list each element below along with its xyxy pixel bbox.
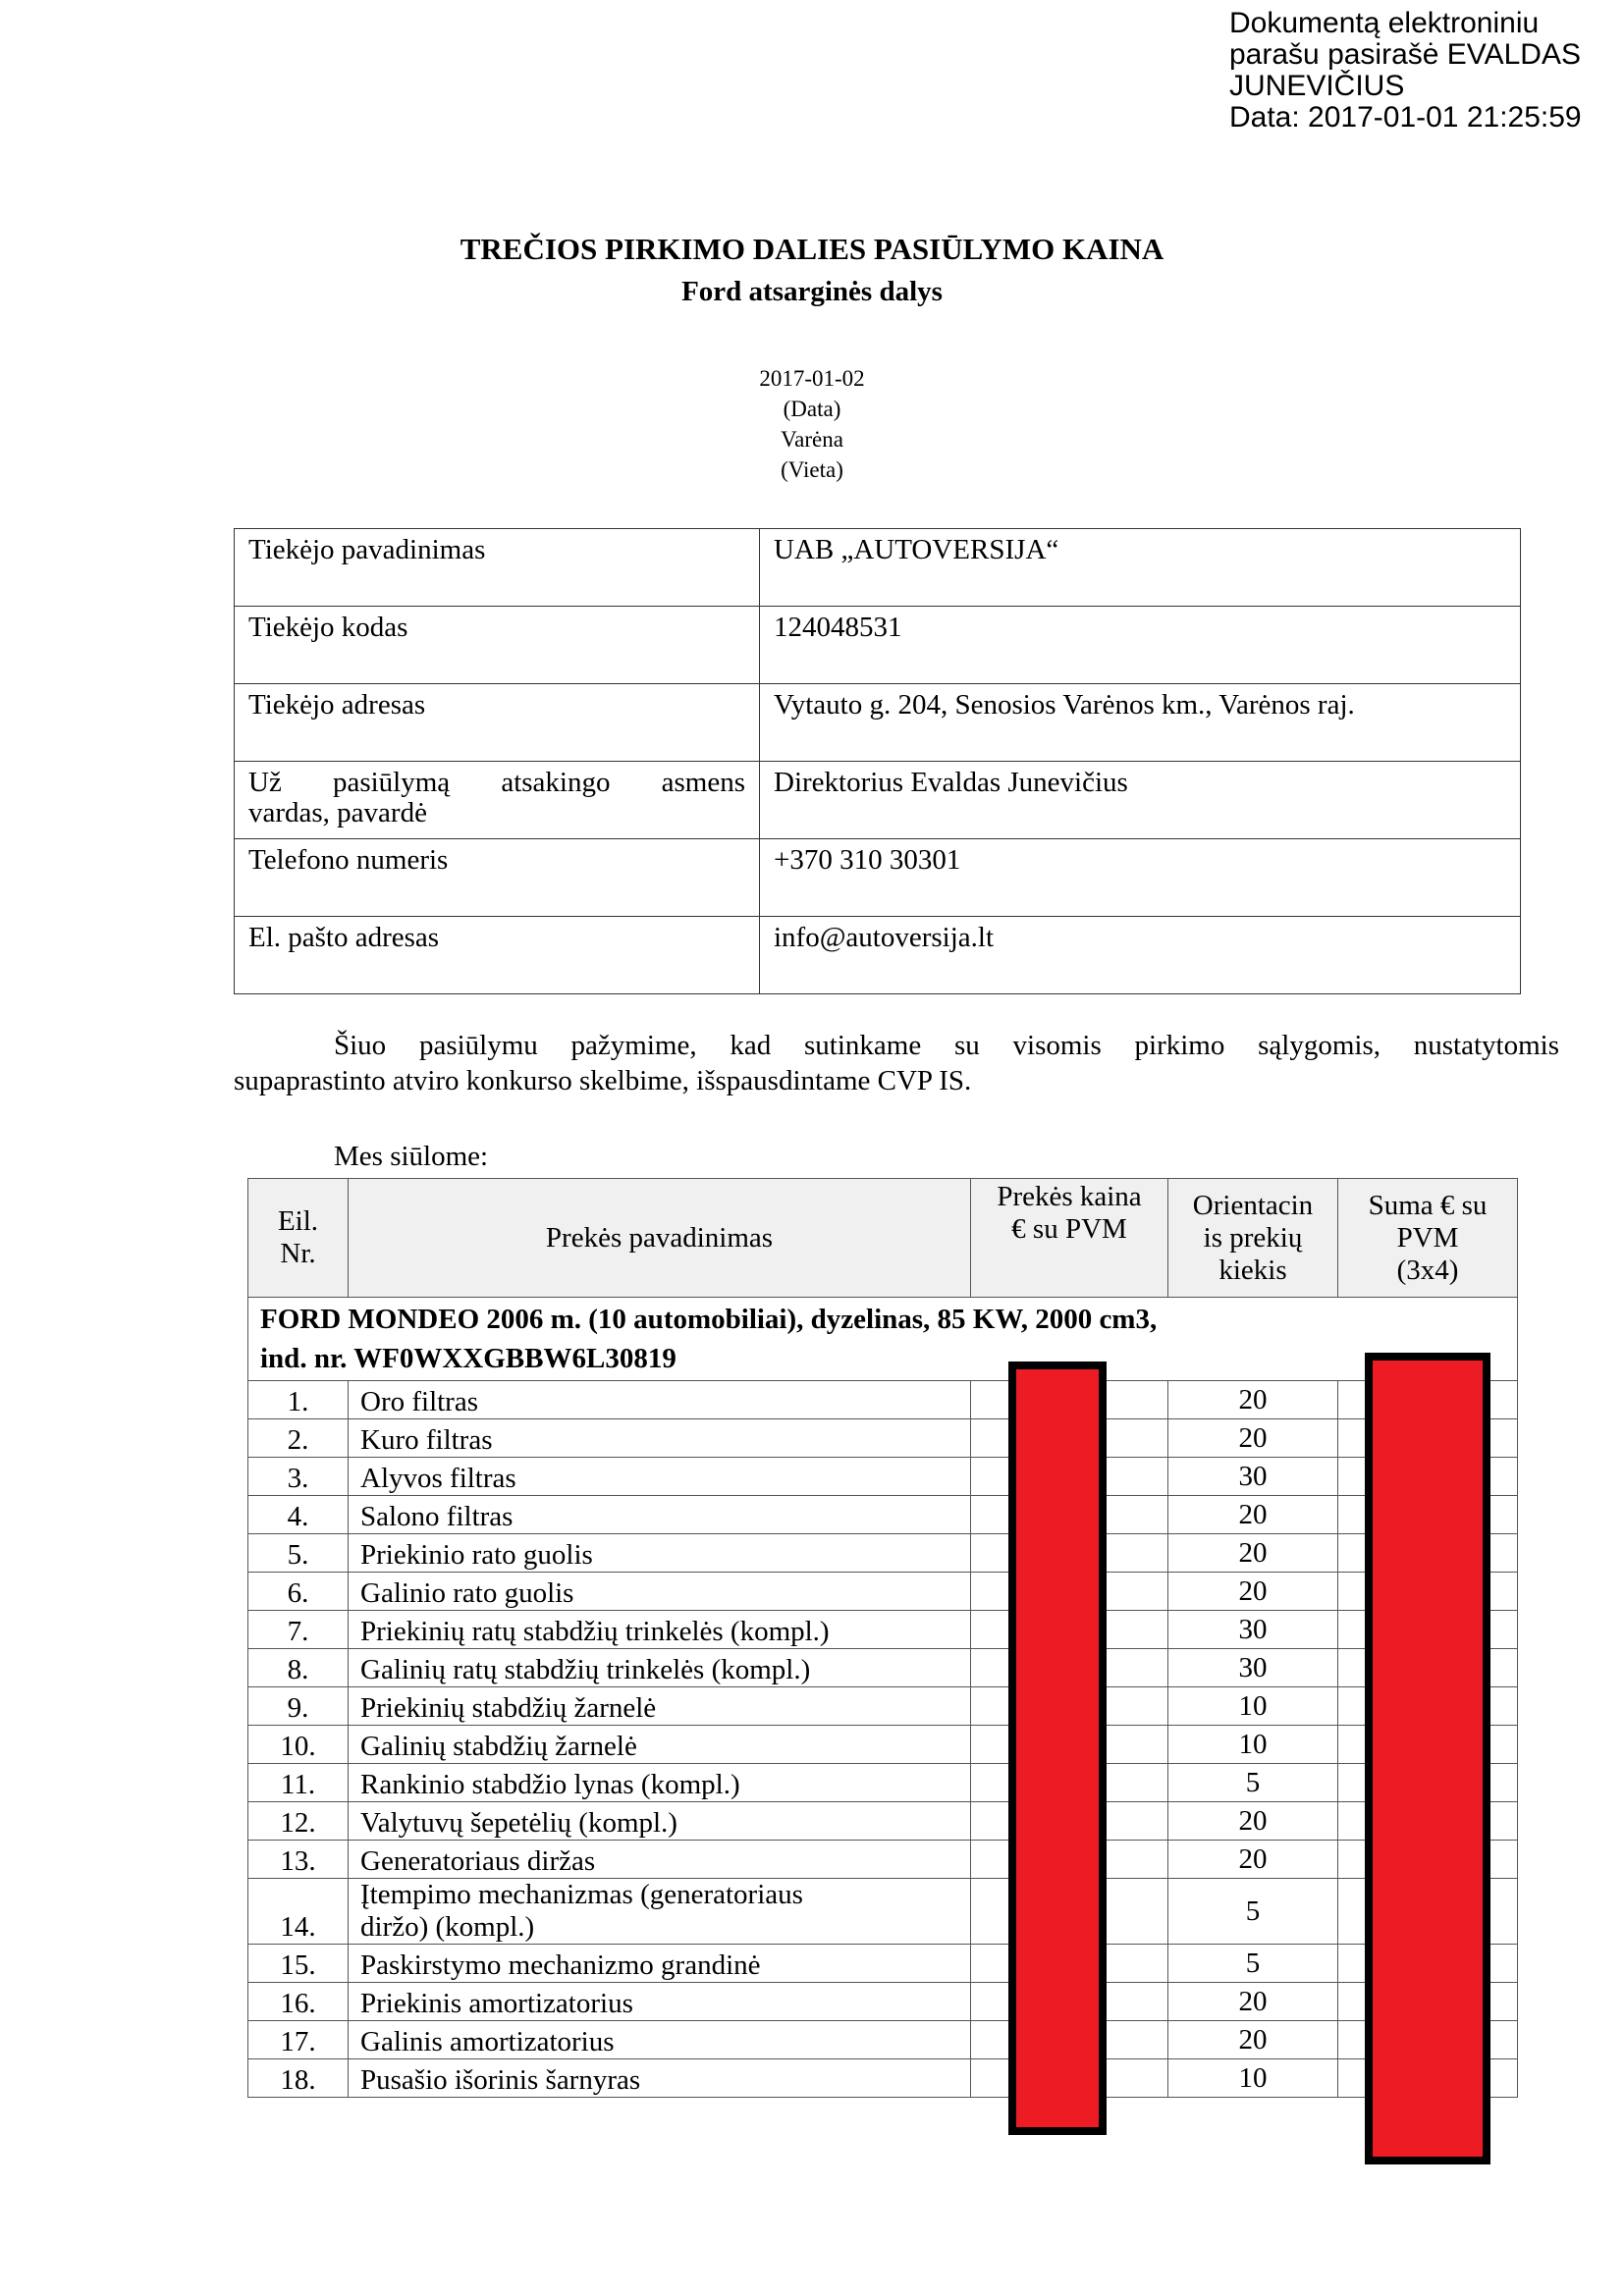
item-name: Pusašio išorinis šarnyras [349, 2059, 971, 2098]
item-qty: 5 [1168, 1879, 1338, 1945]
document-date: 2017-01-02 [759, 366, 865, 391]
signature-date: Data: 2017-01-01 21:25:59 [1229, 101, 1582, 133]
item-row [248, 1573, 1518, 1611]
item-nr: 14. [248, 1879, 349, 1945]
sum-redaction-box [1365, 1353, 1490, 2164]
statement-line: Šiuo pasiūlymu pažymime, kad sutinkame su visomis pirkimo sąlygomis, nustatytomis [334, 1030, 1559, 1061]
item-qty: 30 [1168, 1649, 1338, 1687]
item-name: Priekinių ratų stabdžių trinkelės (kompl.) [349, 1611, 971, 1649]
item-row [248, 1611, 1518, 1649]
item-nr: 18. [248, 2059, 349, 2098]
item-qty: 20 [1168, 1802, 1338, 1841]
signature-line: parašu pasirašė EVALDAS [1229, 38, 1581, 71]
supplier-row [235, 529, 1521, 607]
item-row [248, 2021, 1518, 2059]
vehicle-description: FORD MONDEO 2006 m. (10 automobiliai), dyzelinas, 85 KW, 2000 cm3, ind. nr. WF0WXXGBBW6L30819 [248, 1298, 1518, 1381]
item-name-line: Įtempimo mechanizmas (generatoriaus [360, 1879, 803, 1910]
item-nr: 12. [248, 1802, 349, 1841]
document-title: TREČIOS PIRKIMO DALIES PASIŪLYMO KAINA [460, 232, 1164, 266]
supplier-info-table [234, 528, 1521, 994]
item-name: Priekinis amortizatorius [349, 1983, 971, 2021]
signature-line: JUNEVIČIUS [1229, 70, 1405, 102]
item-nr: 11. [248, 1764, 349, 1802]
item-name: Galinių ratų stabdžių trinkelės (kompl.) [349, 1649, 971, 1687]
item-row [248, 1496, 1518, 1534]
item-nr: 8. [248, 1649, 349, 1687]
item-name: Galinis amortizatorius [349, 2021, 971, 2059]
item-qty: 30 [1168, 1458, 1338, 1496]
supplier-value: 124048531 [760, 607, 1521, 684]
price-redaction-box [1008, 1362, 1107, 2135]
supplier-row [235, 839, 1521, 917]
supplier-row [235, 762, 1521, 839]
item-row [248, 1764, 1518, 1802]
item-name: Alyvos filtras [349, 1458, 971, 1496]
item-qty: 10 [1168, 2059, 1338, 2098]
item-row [248, 1879, 1518, 1945]
header-nr: Eil. Nr. [248, 1179, 349, 1298]
vehicle-row [248, 1298, 1518, 1381]
supplier-value: UAB „AUTOVERSIJA“ [760, 529, 1521, 607]
item-nr: 5. [248, 1534, 349, 1573]
supplier-value: Direktorius Evaldas Junevičius [760, 762, 1521, 839]
document-subtitle: Ford atsarginės dalys [681, 276, 943, 307]
item-name [349, 1879, 971, 1945]
item-nr: 17. [248, 2021, 349, 2059]
supplier-label: Telefono numeris [235, 839, 760, 917]
item-qty: 20 [1168, 1534, 1338, 1573]
signature-line: Dokumentą elektroniniu [1229, 7, 1540, 39]
supplier-row [235, 684, 1521, 762]
item-qty: 20 [1168, 1496, 1338, 1534]
item-nr: 6. [248, 1573, 349, 1611]
item-nr: 2. [248, 1419, 349, 1458]
supplier-value: +370 310 30301 [760, 839, 1521, 917]
item-row [248, 1419, 1518, 1458]
electronic-signature-stamp [1229, 8, 1622, 133]
document-place: Varėna [781, 427, 843, 452]
item-qty: 5 [1168, 1764, 1338, 1802]
offer-label: Mes siūlome: [334, 1141, 489, 1172]
statement-paragraph [234, 1028, 1559, 1098]
item-row [248, 1381, 1518, 1419]
supplier-label: El. pašto adresas [235, 917, 760, 994]
item-name: Generatoriaus diržas [349, 1841, 971, 1879]
header-name: Prekės pavadinimas [349, 1179, 971, 1298]
item-name: Kuro filtras [349, 1419, 971, 1458]
item-row [248, 1802, 1518, 1841]
supplier-row [235, 607, 1521, 684]
item-name: Priekinio rato guolis [349, 1534, 971, 1573]
item-qty: 20 [1168, 1381, 1338, 1419]
item-qty: 5 [1168, 1945, 1338, 1983]
item-name: Valytuvų šepetėlių (kompl.) [349, 1802, 971, 1841]
item-qty: 20 [1168, 1983, 1338, 2021]
supplier-value: info@autoversija.lt [760, 917, 1521, 994]
item-qty: 10 [1168, 1726, 1338, 1764]
item-row [248, 1458, 1518, 1496]
item-qty: 20 [1168, 1573, 1338, 1611]
item-row [248, 1726, 1518, 1764]
item-qty: 10 [1168, 1687, 1338, 1726]
item-row [248, 1841, 1518, 1879]
item-nr: 10. [248, 1726, 349, 1764]
items-header-row [248, 1179, 1518, 1298]
item-nr: 1. [248, 1381, 349, 1419]
item-row [248, 2059, 1518, 2098]
item-name: Rankinio stabdžio lynas (kompl.) [349, 1764, 971, 1802]
item-nr: 4. [248, 1496, 349, 1534]
supplier-value: Vytauto g. 204, Senosios Varėnos km., Varėnos raj. [760, 684, 1521, 762]
supplier-label: Tiekėjo adresas [235, 684, 760, 762]
item-nr: 9. [248, 1687, 349, 1726]
item-nr: 3. [248, 1458, 349, 1496]
item-qty: 20 [1168, 1419, 1338, 1458]
item-nr: 13. [248, 1841, 349, 1879]
supplier-label: Tiekėjo pavadinimas [235, 529, 760, 607]
item-nr: 16. [248, 1983, 349, 2021]
item-nr: 15. [248, 1945, 349, 1983]
item-row [248, 1649, 1518, 1687]
place-label: (Vieta) [781, 457, 843, 482]
item-qty: 20 [1168, 2021, 1338, 2059]
item-row [248, 1983, 1518, 2021]
supplier-label [235, 762, 760, 839]
item-row [248, 1534, 1518, 1573]
items-table [247, 1178, 1518, 2098]
item-nr: 7. [248, 1611, 349, 1649]
header-sum: Suma € su PVM (3x4) [1338, 1179, 1518, 1298]
date-label: (Data) [783, 397, 841, 421]
item-name: Galinio rato guolis [349, 1573, 971, 1611]
header-price: Prekės kaina € su PVM [971, 1179, 1168, 1298]
item-name: Galinių stabdžių žarnelė [349, 1726, 971, 1764]
statement-line: supaprastinto atviro konkurso skelbime, išspausdintame CVP IS. [234, 1065, 972, 1096]
supplier-label: Tiekėjo kodas [235, 607, 760, 684]
item-qty: 30 [1168, 1611, 1338, 1649]
supplier-label-line2: vardas, pavardė [248, 797, 427, 828]
item-name: Paskirstymo mechanizmo grandinė [349, 1945, 971, 1983]
item-name-line: diržo) (kompl.) [360, 1911, 535, 1943]
item-row [248, 1687, 1518, 1726]
item-row [248, 1945, 1518, 1983]
item-qty: 20 [1168, 1841, 1338, 1879]
header-qty: Orientacin is prekių kiekis [1168, 1179, 1338, 1298]
supplier-row [235, 917, 1521, 994]
item-name: Priekinių stabdžių žarnelė [349, 1687, 971, 1726]
item-name: Oro filtras [349, 1381, 971, 1419]
date-place-block [0, 363, 1624, 485]
item-name: Salono filtras [349, 1496, 971, 1534]
supplier-label-line1: Už pasiūlymą atsakingo asmens [248, 767, 745, 798]
